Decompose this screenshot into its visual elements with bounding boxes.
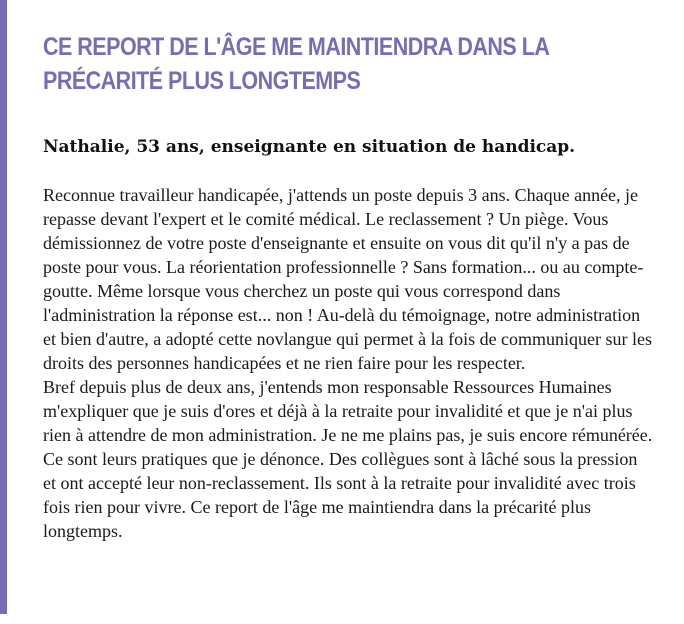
body-paragraph: Bref depuis plus de deux ans, j'entends mon responsable Ressources Humaines m'expliquer que je suis d'ores et déjà à la retraite pour invalidité et que je n'ai plus rien à attendre de mon administration. Je ne me plains pas, je suis encore rémunérée. Ce sont leurs pratiques que je dénonce. Des collègues sont à lâché sous la pression et ont accepté leur non-reclassement. Ils sont à la retraite pour invalidité avec trois fois rien pour vivre. Ce report de l'âge me maintiendra dans la précarité plus longtemps. xyxy=(43,377,653,541)
article-headline: CE REPORT DE L'ÂGE ME MAINTIENDRA DANS LA PRÉCARITÉ PLUS LONGTEMPS xyxy=(43,33,549,95)
article xyxy=(43,30,653,543)
article-body xyxy=(43,183,653,543)
accent-bar xyxy=(0,0,7,614)
article-subtitle: Nathalie, 53 ans, enseignante en situation de handicap. xyxy=(43,137,576,157)
body-paragraph: Reconnue travailleur handicapée, j'attends un poste depuis 3 ans. Chaque année, je repasse devant l'expert et le comité médical. Le reclassement ? Un piège. Vous démissionnez de votre poste d'enseignante et ensuite on vous dit qu'il n'y a pas de poste pour vous. La réorientation professionnelle ? Sans formation... ou au compte-goutte. Même lorsque vous cherchez un poste qui vous correspond dans l'administration la réponse est... non ! Au-delà du témoignage, notre administration et bien d'autre, a adopté cette novlangue qui permet à la fois de communiquer sur les droits des personnes handicapées et ne rien faire pour les respecter. xyxy=(43,185,653,373)
